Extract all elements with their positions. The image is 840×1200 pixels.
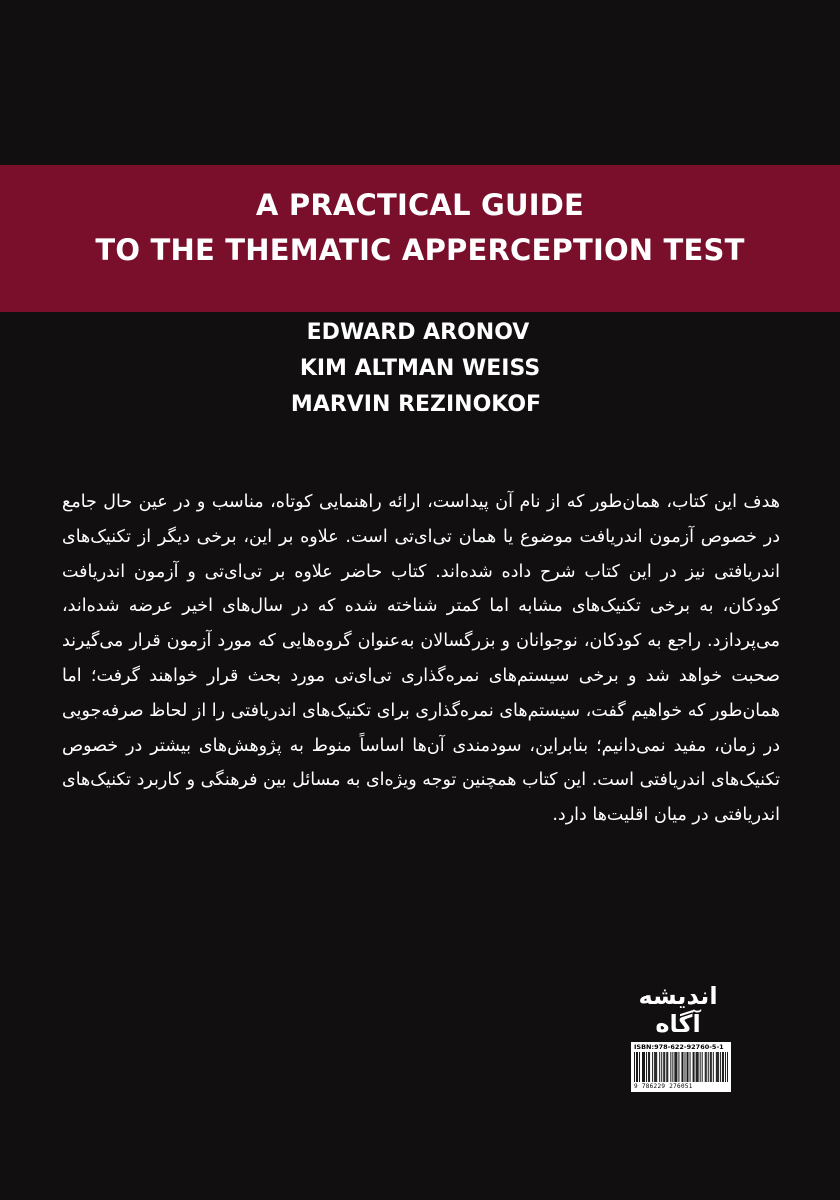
barcode-bar [654,1052,655,1082]
barcode-image [634,1052,728,1082]
barcode-bar [676,1052,677,1082]
barcode-bar [642,1052,643,1082]
barcode-bar [636,1052,637,1082]
barcode-bar [674,1052,675,1082]
barcode-bar [675,1052,676,1082]
publisher-logo-line-1: اندیشه [638,982,718,1010]
author-name: KIM ALTMAN WEISS [299,356,541,381]
barcode-bar [705,1052,706,1082]
barcode-bar [720,1052,721,1082]
barcode-bar [688,1052,689,1082]
barcode-bar [690,1052,691,1082]
barcode-bar [644,1052,645,1082]
barcode-bar [664,1052,665,1082]
author-name: MARVIN REZINOKOF [290,392,542,417]
barcode-bar [652,1052,653,1082]
barcode-bar [693,1052,694,1082]
barcode-bar [700,1052,701,1082]
barcode-bar [672,1052,673,1082]
barcode-bar [702,1052,703,1082]
author-name: EDWARD ARONOV [306,320,530,345]
isbn-label: ISBN:978-622-92760-5-1 [634,1043,724,1051]
book-description: هدف این کتاب، همان‌طور که از نام آن پیداست، ارائه راهنمایی کوتاه، مناسب و در عین حال جامع در خصوص آزمون اندریافت موضوع یا همان تی‌ای‌تی است. علاوه بر این، برخی دیگر از تکنیک‌های اندریافتی نیز در این کتاب شرح داده شده‌اند. کتاب حاضر علاوه بر تی‌ای‌تی و آزمون اندریافت کودکان، به برخی تکنیک‌های مشابه اما کمتر شناخته شده که در سال‌های اخیر عرضه شده‌اند، می‌پردازد. راجع به کودکان، نوجوانان و بزرگسالان به‌عنوان گروه‌هایی که مورد آزمون قرار می‌گیرند صحبت خواهد شد و برخی سیستم‌های نمره‌گذاری تی‌ای‌تی مورد بحث قرار خواهند گرفت؛ اما همان‌طور که خواهیم گفت، سیستم‌های نمره‌گذاری برای تکنیک‌های اندریافتی را از لحاظ صرفه‌جویی در زمان، مفید نمی‌دانیم؛ بنابراین، سودمندی آن‌ها اساساً منوط به پژوهش‌های بیشتر در خصوص تکنیک‌های اندریافتی است. این کتاب همچنین توجه ویژه‌ای به مسائل بین فرهنگی و کاربرد تکنیک‌های اندریافتی در میان اقلیت‌ها دارد. [62,492,780,826]
publisher-logo-line-2: آگاه [655,1010,701,1038]
barcode-bar [663,1052,664,1082]
book-title-line-2: TO THE THEMATIC APPERCEPTION TEST [95,233,745,267]
barcode-bar [655,1052,656,1082]
barcode-bar [718,1052,719,1082]
barcode-bar [646,1052,647,1082]
barcode-bar [723,1052,724,1082]
barcode-bar [656,1052,657,1082]
title-band [0,165,840,312]
barcode-bar [727,1052,728,1082]
barcode-bar [634,1052,635,1082]
barcode-bar [678,1052,679,1082]
book-title-line-1: A PRACTICAL GUIDE [255,188,585,222]
barcode-bar [643,1052,644,1082]
barcode-digits: 9 786229 276051 [634,1083,693,1090]
barcode-bar [687,1052,688,1082]
barcode-bar [661,1052,662,1082]
barcode-bar [711,1052,712,1082]
isbn-barcode-box [631,1042,731,1092]
barcode-bar [670,1052,671,1082]
barcode-bar [682,1052,683,1082]
barcode-bar [717,1052,718,1082]
barcode-bar [725,1052,726,1082]
barcode-bar [648,1052,649,1082]
barcode-bar [694,1052,695,1082]
publisher-logo [632,982,724,1042]
barcode-bar [649,1052,650,1082]
barcode-bar [697,1052,698,1082]
barcode-bar [713,1052,714,1082]
barcode-bar [683,1052,684,1082]
barcode-bar [708,1052,709,1082]
barcode-bar [685,1052,686,1082]
barcode-bar [722,1052,723,1082]
barcode-bar [637,1052,638,1082]
barcode-bar [659,1052,660,1082]
barcode-bar [666,1052,667,1082]
barcode-bar [716,1052,717,1082]
barcode-bar [667,1052,668,1082]
barcode-bar [698,1052,699,1082]
barcode-bar [706,1052,707,1082]
barcode-bar [710,1052,711,1082]
barcode-bar [639,1052,640,1082]
barcode-bar [696,1052,697,1082]
